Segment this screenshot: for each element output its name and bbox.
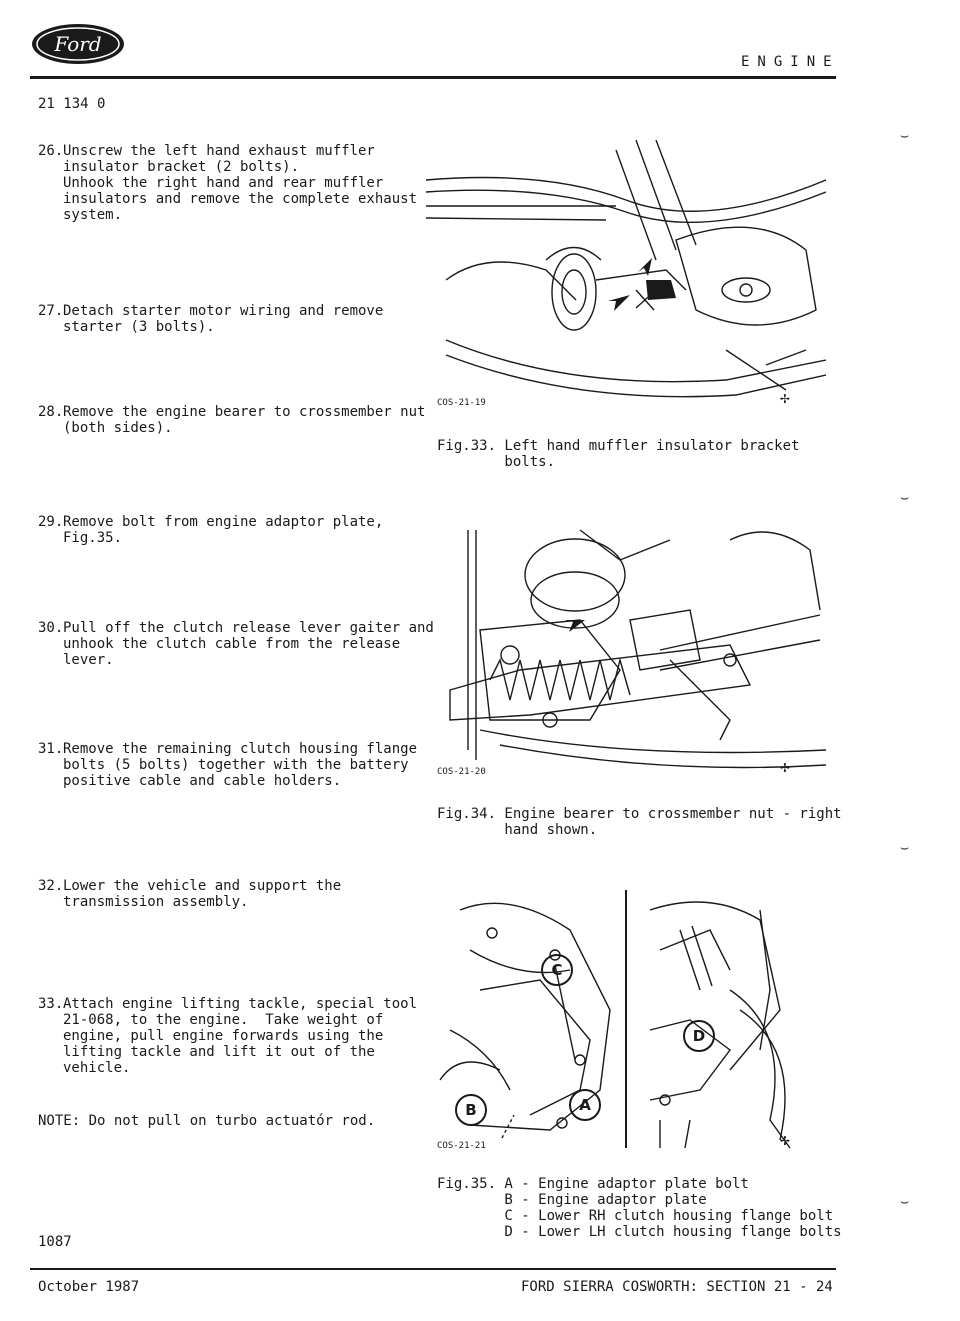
step-number: 31. xyxy=(38,741,64,757)
step-text: Lower the vehicle and support the transmission assembly. xyxy=(63,878,342,910)
document-reference: 21 134 0 xyxy=(38,96,106,112)
callout-label-a: A xyxy=(569,1089,601,1121)
margin-mark: ⌣ xyxy=(900,128,910,144)
footer-rule xyxy=(30,1268,836,1270)
footer-title: FORD SIERRA COSWORTH: SECTION 21 - 24 xyxy=(521,1279,833,1295)
step-text: Remove the remaining clutch housing flange bolts (5 bolts) together with the battery positive cable and cable holders. xyxy=(63,741,418,789)
step-number: 30. xyxy=(38,620,64,636)
ford-logo xyxy=(30,20,126,68)
figure-caption: Fig.33. Left hand muffler insulator bracket bolts. xyxy=(437,438,800,470)
ford-logo-script: Ford xyxy=(54,32,102,56)
note: NOTE: Do not pull on turbo actuatór rod. xyxy=(38,1113,376,1129)
figure-35-illustration xyxy=(430,890,826,1152)
north-arrow-icon: ✢ xyxy=(780,757,790,776)
step-text: Detach starter motor wiring and remove starter (3 bolts). xyxy=(63,303,384,335)
step-30 xyxy=(38,620,434,668)
step-31 xyxy=(38,741,418,789)
callout-label-b: B xyxy=(455,1094,487,1126)
callout-label-d: D xyxy=(683,1020,715,1052)
step-33 xyxy=(38,996,418,1076)
figure-34-illustration xyxy=(430,520,826,805)
step-number: 27. xyxy=(38,303,64,319)
step-28 xyxy=(38,404,426,452)
page-number: 1087 xyxy=(38,1234,72,1250)
header-rule xyxy=(30,76,836,79)
step-26 xyxy=(38,143,418,223)
figure-caption: Fig.35. A - Engine adaptor plate bolt B - Engine adaptor plate C - Lower RH clutch housing flange bolt D - Lower LH clutch housing flange bolts xyxy=(437,1176,842,1240)
step-number: 26. xyxy=(38,143,64,159)
figure-code: COS-21-20 xyxy=(437,767,486,777)
figure-caption: Fig.34. Engine bearer to crossmember nut - right hand shown. xyxy=(437,806,842,838)
north-arrow-icon: ✢ xyxy=(780,388,790,407)
step-number: 32. xyxy=(38,878,64,894)
figure-code: COS-21-21 xyxy=(437,1141,486,1151)
step-text: Remove bolt from engine adaptor plate, Fig.35. xyxy=(63,514,384,546)
step-number: 33. xyxy=(38,996,64,1012)
step-27 xyxy=(38,303,408,351)
step-number: 28. xyxy=(38,404,64,420)
margin-mark: ⌣ xyxy=(900,840,910,856)
north-arrow-icon: ✢ xyxy=(780,1130,790,1149)
step-number: 29. xyxy=(38,514,64,530)
margin-mark: ⌣ xyxy=(900,1194,910,1210)
figure-code: COS-21-19 xyxy=(437,398,486,408)
margin-mark: ⌣ xyxy=(900,490,910,506)
step-29 xyxy=(38,514,408,562)
step-text: Attach engine lifting tackle, special tool 21-068, to the engine. Take weight of engine, pull engine forwards using the lifting tackle and lift it out of the vehicle. xyxy=(63,996,418,1076)
step-text: Unscrew the left hand exhaust muffler insulator bracket (2 bolts). Unhook the right hand and rear muffler insulators and remove the complete exhaust system. xyxy=(63,143,418,223)
footer-date: October 1987 xyxy=(38,1279,140,1295)
step-text: Pull off the clutch release lever gaiter and unhook the clutch cable from the release lever. xyxy=(63,620,434,668)
step-text: Remove the engine bearer to crossmember nut (both sides). xyxy=(63,404,426,436)
figure-33-illustration xyxy=(426,140,826,412)
callout-label-c: C xyxy=(541,954,573,986)
step-32 xyxy=(38,878,408,926)
section-title: ENGINE xyxy=(741,54,840,70)
